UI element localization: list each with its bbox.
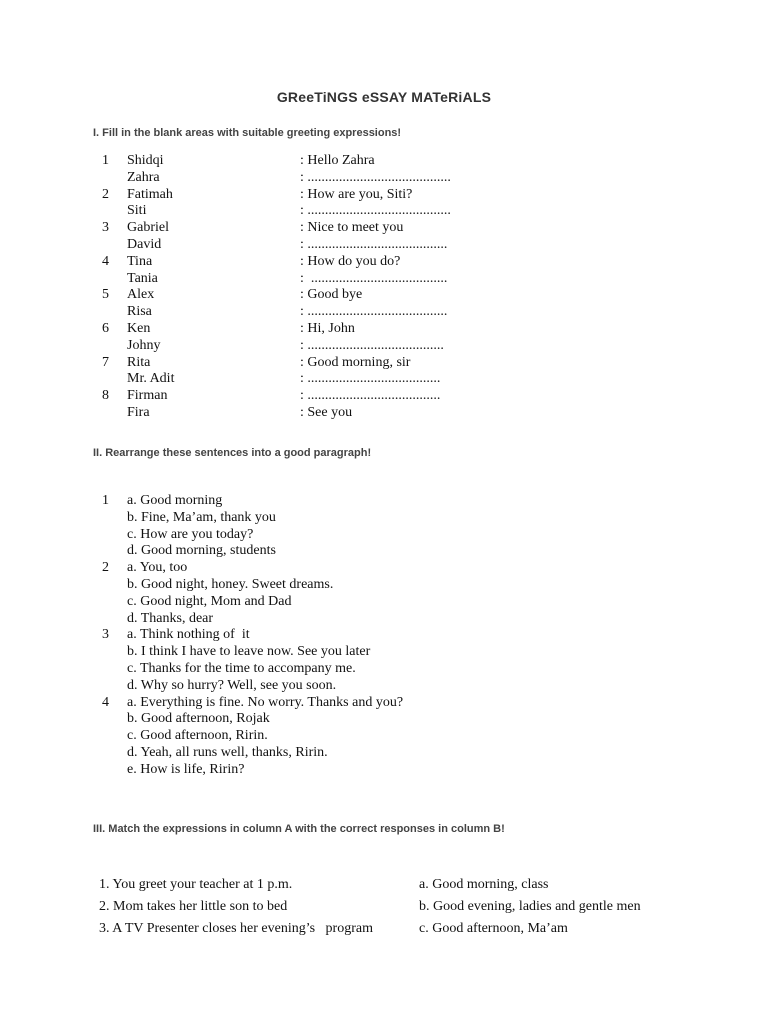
speaker-name: Ken — [127, 320, 151, 336]
dialogue-line: : How do you do? — [300, 253, 401, 269]
list-item — [0, 728, 768, 745]
sentence-option: d. Good morning, students — [127, 543, 276, 559]
sentence-option: c. Good night, Mom and Dad — [127, 593, 292, 609]
list-item — [0, 510, 768, 527]
section-2-heading: II. Rearrange these sentences into a good paragraph! — [93, 447, 372, 459]
list-item — [0, 254, 768, 271]
item-number: 5 — [102, 287, 109, 303]
table-row — [0, 874, 768, 896]
list-item — [0, 338, 768, 355]
sentence-option: c. Good afternoon, Ririn. — [127, 728, 268, 744]
list-item — [0, 762, 768, 779]
item-number: 1 — [102, 493, 109, 508]
speaker-name: Alex — [127, 287, 155, 303]
column-a-expression: 1. You greet your teacher at 1 p.m. — [99, 877, 293, 892]
list-item — [0, 627, 768, 644]
list-item — [0, 237, 768, 254]
list-item — [0, 187, 768, 204]
column-a-expression: 2. Mom takes her little son to bed — [99, 899, 288, 914]
sentence-option: c. Thanks for the time to accompany me. — [127, 660, 356, 676]
speaker-name: Fatimah — [127, 186, 173, 202]
speaker-name: Tina — [127, 253, 153, 269]
sentence-option: a. Everything is fine. No worry. Thanks and you? — [127, 694, 404, 710]
list-item — [0, 321, 768, 338]
item-number: 7 — [102, 354, 109, 370]
list-item — [0, 594, 768, 611]
list-item — [0, 170, 768, 187]
dialogue-line: : Good morning, sir — [300, 354, 411, 370]
list-item — [0, 304, 768, 321]
list-item — [0, 543, 768, 560]
list-item — [0, 220, 768, 237]
item-number: 4 — [102, 253, 109, 269]
speaker-name: Risa — [127, 304, 152, 320]
speaker-name: Rita — [127, 354, 151, 370]
list-item — [0, 695, 768, 712]
speaker-name: Johny — [127, 337, 161, 353]
section-2-list — [0, 493, 768, 779]
list-item — [0, 745, 768, 762]
item-number: 8 — [102, 388, 109, 404]
dialogue-line: : ...................................... — [300, 371, 441, 387]
list-item — [0, 371, 768, 388]
sentence-option: b. I think I have to leave now. See you later — [127, 644, 371, 660]
sentence-option: c. How are you today? — [127, 526, 254, 542]
item-number: 3 — [102, 220, 109, 236]
dialogue-line: : Good bye — [300, 287, 363, 303]
speaker-name: Shidqi — [127, 153, 164, 168]
list-item — [0, 287, 768, 304]
sentence-option: a. You, too — [127, 560, 188, 576]
sentence-option: b. Good night, honey. Sweet dreams. — [127, 576, 334, 592]
list-item — [0, 661, 768, 678]
list-item — [0, 405, 768, 422]
speaker-name: Gabriel — [127, 220, 169, 236]
sentence-option: a. Good morning — [127, 493, 223, 508]
column-b-response: c. Good afternoon, Ma’am — [419, 921, 568, 936]
list-item — [0, 203, 768, 220]
section-1-list — [0, 153, 768, 422]
section-3-heading: III. Match the expressions in column A with the correct responses in column B! — [93, 823, 505, 835]
speaker-name: Tania — [127, 270, 158, 286]
list-item — [0, 560, 768, 577]
sentence-option: a. Think nothing of it — [127, 627, 250, 643]
list-item — [0, 388, 768, 405]
list-item — [0, 611, 768, 628]
section-1-heading: I. Fill in the blank areas with suitable greeting expressions! — [93, 127, 402, 139]
speaker-name: Fira — [127, 404, 150, 420]
list-item — [0, 153, 768, 170]
dialogue-line: : ......................................... — [300, 169, 451, 185]
dialogue-line: : Hi, John — [300, 320, 355, 336]
dialogue-line: : Nice to meet you — [300, 220, 404, 236]
list-item — [0, 711, 768, 728]
dialogue-line: : ...................................... — [300, 388, 441, 404]
list-item — [0, 355, 768, 372]
sentence-option: d. Yeah, all runs well, thanks, Ririn. — [127, 744, 328, 760]
sentence-option: d. Thanks, dear — [127, 610, 214, 626]
sentence-option: d. Why so hurry? Well, see you soon. — [127, 677, 337, 693]
table-row — [0, 896, 768, 918]
list-item — [0, 678, 768, 695]
speaker-name: Zahra — [127, 169, 160, 185]
item-number: 2 — [102, 186, 109, 202]
dialogue-line: : ....................................... — [300, 270, 448, 286]
dialogue-line: : ......................................... — [300, 203, 451, 219]
page-title: GReeTiNGS eSSAY MATeRiALS — [276, 89, 492, 105]
item-number: 1 — [102, 153, 109, 168]
sentence-option: b. Fine, Ma’am, thank you — [127, 509, 276, 525]
list-item — [0, 577, 768, 594]
list-item — [0, 271, 768, 288]
dialogue-line: : ....................................... — [300, 337, 444, 353]
item-number: 4 — [102, 694, 109, 710]
dialogue-line: : ........................................ — [300, 236, 448, 252]
sentence-option: b. Good afternoon, Rojak — [127, 711, 270, 727]
table-row — [0, 918, 768, 940]
sentence-option: e. How is life, Ririn? — [127, 761, 245, 777]
column-b-response: a. Good morning, class — [419, 877, 549, 892]
list-item — [0, 493, 768, 510]
speaker-name: David — [127, 236, 162, 252]
dialogue-line: : How are you, Siti? — [300, 186, 413, 202]
section-3-match-table — [0, 874, 768, 940]
dialogue-line: : See you — [300, 404, 353, 420]
column-a-expression: 3. A TV Presenter closes her evening’s program — [99, 921, 373, 936]
speaker-name: Mr. Adit — [127, 371, 175, 387]
item-number: 2 — [102, 560, 109, 576]
speaker-name: Firman — [127, 388, 168, 404]
list-item — [0, 644, 768, 661]
dialogue-line: : Hello Zahra — [300, 153, 375, 168]
list-item — [0, 527, 768, 544]
column-b-response: b. Good evening, ladies and gentle men — [419, 899, 641, 914]
speaker-name: Siti — [127, 203, 147, 219]
item-number: 6 — [102, 320, 109, 336]
item-number: 3 — [102, 627, 109, 643]
dialogue-line: : ........................................ — [300, 304, 448, 320]
